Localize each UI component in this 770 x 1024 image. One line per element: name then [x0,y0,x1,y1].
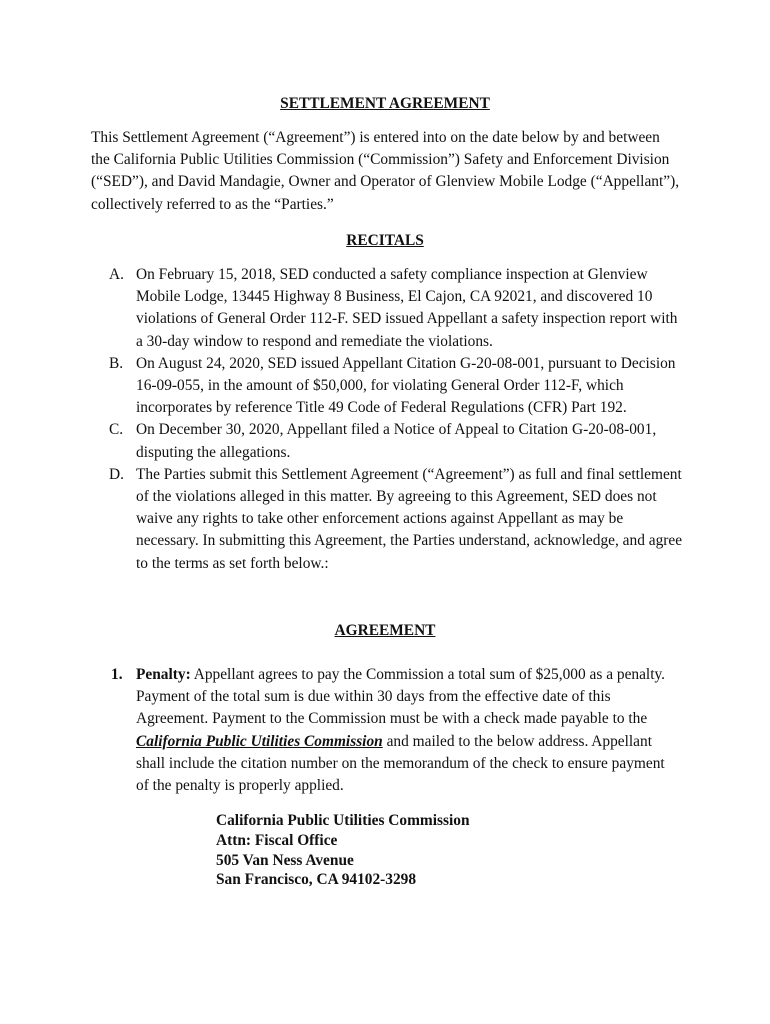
recital-item [109,353,684,420]
recital-text: On August 24, 2020, SED issued Appellant Citation G-20-08-001, pursuant to Decision 16-09-055, in the amount of $50,000, for violating General Order 112-F, which incorporates by reference Title 49 Code of Federal Regulations (CFR) Part 192. [136,354,676,417]
agreement-term [111,664,671,797]
recital-item [109,419,684,463]
address-line-1: California Public Utilities Commission [216,812,470,829]
recital-text: The Parties submit this Settlement Agreement (“Agreement”) as full and final settlement of the violations alleged in this matter. By agreeing to this Agreement, SED does not waive any rights to take other enforcement actions against Appellant as may be necessary. In submitting this Agreement, the Parties understand, acknowledge, and agree to the terms as set forth below.: [136,465,683,572]
recital-text: On December 30, 2020, Appellant filed a Notice of Appeal to Citation G-20-08-001, disputing the allegations. [136,421,657,461]
agreement-terms-list [111,664,671,797]
recital-letter: B. [109,354,124,372]
agreement-heading: AGREEMENT [334,622,436,639]
recital-item [109,464,684,575]
recital-item [109,264,684,353]
term-text-before: Appellant agrees to pay the Commission a total sum of $25,000 as a penalty. Payment of the total sum is due within 30 days from the effective date of this Agreement. Payment to the Commission must be with a check made payable to the [136,666,666,728]
recitals-list [109,264,684,575]
mailing-address [216,811,470,890]
intro-paragraph: This Settlement Agreement (“Agreement”) is entered into on the date below by and between the California Public Utilities Commission (“Commission”) Safety and Enforcement Division (“SED”), and David Mandagie, Owner and Operator of Glenview Mobile Lodge (“Appellant”), collectively referred to as the “Parties.” [91,129,680,213]
term-name: Penalty: [136,666,191,683]
document-title: SETTLEMENT AGREEMENT [280,95,490,112]
recital-letter: A. [109,266,124,283]
payee-name: California Public Utilities Commission [136,732,383,750]
term-number: 1. [111,666,123,683]
recital-letter: C. [109,421,124,439]
address-line-2: Attn: Fiscal Office [216,831,338,849]
recital-letter: D. [109,465,124,483]
address-line-4: San Francisco, CA 94102-3298 [216,871,417,889]
recitals-heading: RECITALS [346,232,424,249]
address-line-3: 505 Van Ness Avenue [216,851,354,869]
recital-text: On February 15, 2018, SED conducted a safety compliance inspection at Glenview Mobile Lodge, 13445 Highway 8 Business, El Cajon, CA 92021, and discovered 10 violations of General Order 112-F. SED issued Appellant a safety inspection report with a 30-day window to respond and remediate the violations. [136,266,678,350]
term-text-after: and mailed to the below address. Appellant shall include the citation number on the memorandum of the check to ensure payment of the penalty is properly applied. [136,732,665,795]
